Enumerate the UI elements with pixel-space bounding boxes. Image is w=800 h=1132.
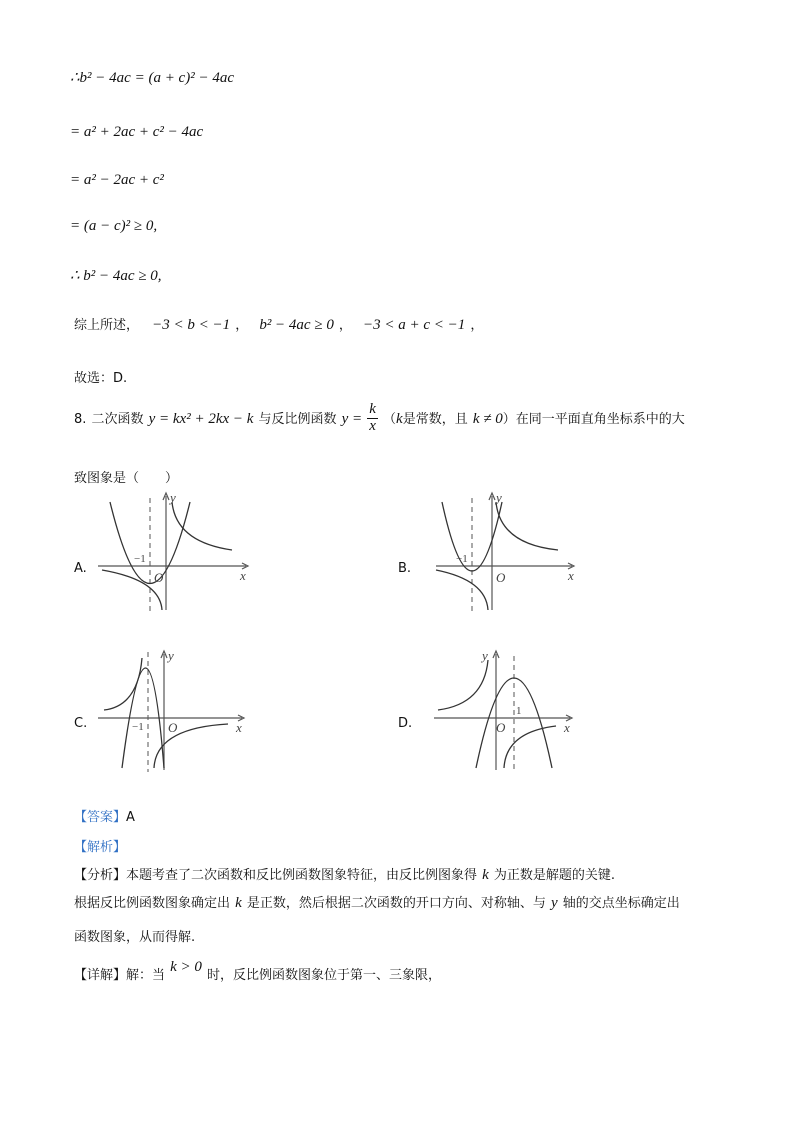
summary-cond-2: b² − 4ac ≥ 0 — [259, 317, 334, 333]
para2-text-3: 轴的交点坐标确定出 — [562, 896, 680, 911]
para2-text-1: 根据反比例函数图象确定出 — [74, 896, 231, 911]
fenxi-tag: 【分析】 — [74, 868, 127, 883]
question-number: 8. — [74, 411, 87, 427]
question-condition: k ≠ 0 — [472, 410, 503, 427]
fraction-denominator: x — [369, 417, 376, 434]
fraction-numerator: k — [369, 401, 376, 417]
step-5: ∴ b² − 4ac ≥ 0, — [70, 268, 162, 284]
origin-label: O — [168, 720, 178, 735]
inverse-formula-fraction — [367, 402, 378, 435]
option-b-label[interactable]: B. — [398, 561, 412, 576]
y-label: y — [170, 490, 176, 505]
question-text-2: 与反比例函数 — [258, 411, 337, 427]
question-text-3: （ — [383, 411, 397, 427]
summary-sep-2: ， — [338, 318, 352, 333]
detail-text-2: 时，反比例函数图象位于第一、三象限， — [207, 968, 442, 983]
option-d-label[interactable]: D. — [398, 716, 413, 731]
fenxi-text-2: 为正数是解题的关键. — [493, 868, 616, 883]
summary-prefix: 综上所述， — [74, 318, 140, 333]
hyperbola-branch-2 — [154, 724, 228, 768]
hyperbola-branch-2 — [504, 726, 556, 768]
answer-value: A — [126, 810, 135, 825]
option-a-label[interactable]: A. — [74, 561, 87, 576]
origin-label: O — [154, 570, 164, 585]
detail-text-1: 解：当 — [126, 968, 166, 983]
x-label: x — [240, 568, 246, 583]
graph-b[interactable] — [430, 490, 590, 616]
graph-d[interactable] — [430, 648, 590, 774]
summary-cond-3: −3 < a + c < −1 — [363, 317, 466, 333]
answer-line — [74, 806, 135, 825]
hyperbola-branch-2 — [102, 570, 162, 610]
question-line-2: 致图象是（ ） — [74, 471, 179, 486]
origin-label: O — [496, 720, 506, 735]
hyperbola-branch-1 — [172, 502, 232, 550]
minus-one-label: −1 — [456, 553, 468, 565]
hyperbola-branch-1 — [496, 502, 558, 550]
question-text-1: 二次函数 — [91, 411, 144, 427]
y-label: y — [168, 648, 174, 663]
quadratic-formula: y = kx² + 2kx − k — [148, 410, 254, 427]
para2-line-2: 函数图象，从而得解. — [74, 930, 196, 945]
summary-cond-1: −3 < b < −1 — [152, 317, 231, 333]
one-label: 1 — [516, 705, 522, 717]
fenxi-k: k — [482, 867, 489, 883]
detail-line — [74, 959, 442, 984]
y-label: y — [496, 490, 502, 505]
detail-tag: 【详解】 — [74, 968, 127, 983]
question-k: k — [396, 410, 403, 427]
step-1: ∴b² − 4ac = (a + c)² − 4ac — [70, 70, 234, 86]
minus-one-label: −1 — [132, 721, 144, 733]
hyperbola-branch-1 — [438, 660, 488, 710]
graph-c[interactable] — [92, 648, 252, 774]
x-label: x — [564, 720, 570, 735]
para2-k: k — [235, 895, 242, 911]
x-label: x — [568, 568, 574, 583]
question-text-4: 是常数，且 — [402, 411, 468, 427]
para2-line-1 — [74, 892, 680, 912]
para2-text-2: 是正数，然后根据二次函数的开口方向、对称轴、与 — [246, 896, 546, 911]
answer-tag: 【答案】 — [74, 810, 127, 825]
y-label: y — [482, 648, 488, 663]
para2-y: y — [550, 895, 558, 911]
hyperbola-branch-1 — [104, 658, 142, 710]
minus-one-label: −1 — [134, 553, 146, 565]
inverse-formula-lhs: y = — [341, 410, 363, 427]
choice-line: 故选：D. — [74, 371, 128, 386]
step-2: = a² + 2ac + c² − 4ac — [70, 124, 204, 140]
question-line-1 — [74, 402, 685, 435]
summary-end: ， — [470, 318, 484, 333]
hyperbola-branch-2 — [436, 570, 488, 610]
fenxi-line — [74, 864, 615, 884]
question-text-5: ）在同一平面直角坐标系中的大 — [502, 411, 685, 427]
summary-sep-1: ， — [235, 318, 249, 333]
option-c-label[interactable]: C. — [74, 716, 88, 731]
origin-label: O — [496, 570, 506, 585]
detail-condition: k > 0 — [170, 959, 202, 975]
graph-a[interactable] — [92, 490, 252, 616]
fenxi-text-1: 本题考查了二次函数和反比例函数图象特征，由反比例图象得 — [126, 868, 478, 883]
x-label: x — [236, 720, 242, 735]
step-4: = (a − c)² ≥ 0, — [70, 218, 158, 234]
summary-line — [74, 314, 483, 334]
analysis-tag: 【解析】 — [74, 840, 127, 855]
step-3: = a² − 2ac + c² — [70, 172, 164, 188]
